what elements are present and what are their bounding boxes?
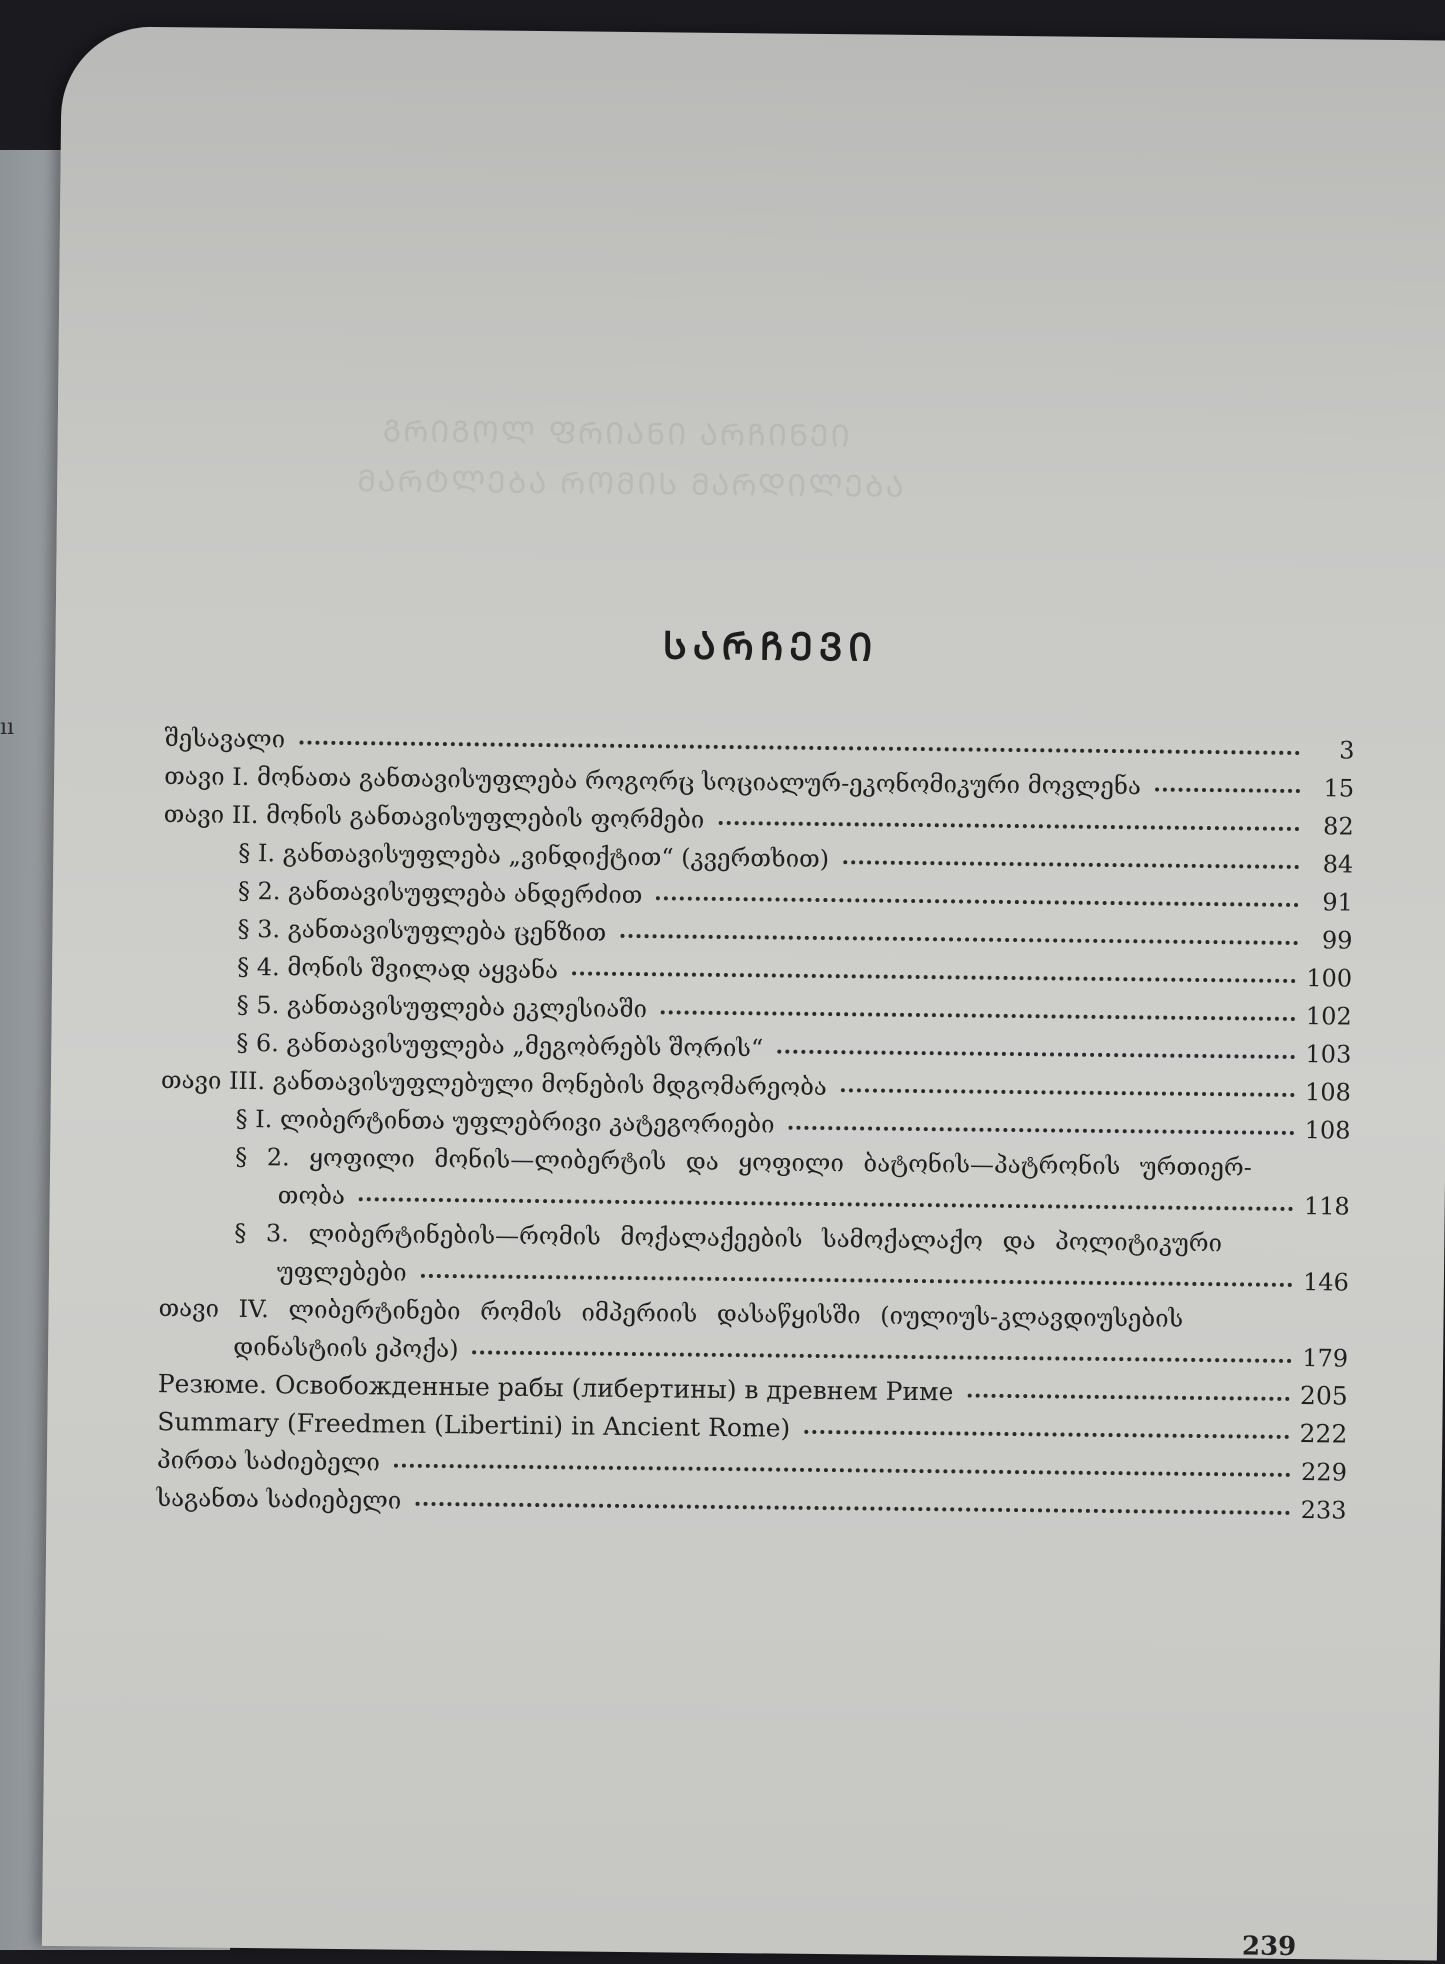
toc-entry-text: § 5. განთავისუფლება ეკლესიაში (236, 990, 648, 1024)
dot-leader (804, 1430, 1289, 1439)
toc-entry-text-continued: თობა (277, 1181, 346, 1211)
toc-entry-text: § I. განთავისუფლება „ვინდიქტით“ (კვერთხით) (238, 838, 830, 874)
toc-entry-text: § 2. ყოფილი მონის—ლიბერტის და ყოფილი ბატონის—პატრონის ურთიერ- (235, 1142, 1252, 1182)
dot-leader (359, 1197, 1294, 1211)
toc-page-number: 100 (1306, 964, 1353, 993)
toc-page-number: 222 (1299, 1419, 1348, 1449)
toc-page-number: 102 (1305, 1002, 1352, 1031)
toc-page-number: 118 (1303, 1192, 1350, 1221)
previous-page-mark: ıı (0, 715, 15, 740)
toc-entry-text: შესავალი (164, 724, 286, 754)
toc-entry-text: § I. ლიბერტინთა უფლებრივი კატეგორიები (235, 1104, 775, 1139)
dot-leader (1155, 787, 1300, 793)
toc-entry-text: თავი III. განთავისუფლებული მონების მდგომარეობა (160, 1066, 827, 1102)
toc-page-number: 91 (1322, 888, 1354, 917)
dot-leader (777, 1050, 1295, 1059)
dot-leader (718, 821, 1299, 831)
dot-leader (967, 1394, 1290, 1401)
dot-leader (661, 1010, 1296, 1021)
dot-leader (415, 1502, 1290, 1515)
toc-page-number: 3 (1339, 736, 1355, 765)
dot-leader (472, 1350, 1292, 1363)
toc-page-number: 229 (1300, 1458, 1348, 1487)
dot-leader (841, 1088, 1295, 1097)
dot-leader (421, 1274, 1293, 1287)
dot-leader (572, 971, 1296, 983)
toc-entry-text: § 4. მონის შვილად აყვანა (237, 952, 559, 985)
dot-leader (843, 860, 1299, 869)
toc-entry-text-continued: უფლებები (276, 1257, 407, 1287)
toc-page-number: 179 (1302, 1344, 1349, 1373)
toc-page-number: 82 (1322, 812, 1354, 841)
page-title: ᲡᲐᲠᲩᲔᲕᲘ (662, 623, 879, 670)
toc-entry-text: § 3. განთავისუფლება ცენზით (237, 914, 607, 947)
toc-entry-text: § 2. განთავისუფლება ანდერძით (237, 876, 643, 910)
dot-leader (620, 934, 1298, 945)
toc-entry-text: თავი IV. ლიბერტინები რომის იმპერიის დასაწყისში (იულიუს-კლავდიუსების (158, 1294, 1184, 1333)
table-of-contents (156, 714, 1354, 1524)
toc-page-number: 103 (1305, 1040, 1352, 1069)
toc-page-number: 84 (1322, 850, 1354, 879)
toc-entry-text: Summary (Freedmen (Libertini) in Ancient Rome) (157, 1407, 791, 1443)
toc-page-number: 233 (1300, 1496, 1347, 1525)
toc-page-number: 108 (1304, 1078, 1352, 1107)
toc-entry-text: Резюме. Освобожденные рабы (либертины) в древнем Риме (157, 1369, 954, 1407)
dot-leader (656, 896, 1299, 907)
toc-entry-text: საგანთა საძიებელი (156, 1484, 402, 1515)
toc-page-number: 108 (1304, 1116, 1351, 1145)
toc-page-number: 146 (1302, 1268, 1350, 1297)
toc-entry-text: § 6. განთავისუფლება „მეგობრებს შორის“ (236, 1028, 764, 1063)
toc-entry-text: თავი I. მონათა განთავისუფლება როგორც სოციალურ-ეკონომიკური მოვლენა (164, 762, 1142, 801)
toc-entry-text: თავი II. მონის განთავისუფლების ფორმები (163, 800, 705, 834)
bleed-through-text-1: ᲒᲠᲘᲒᲝᲚ ᲤᲠᲘᲐᲜᲘ ᲐᲠᲩᲘᲜᲔᲘ (382, 414, 852, 455)
toc-entry-text: პირთა საძიებელი (156, 1446, 380, 1477)
toc-entry-text: § 3. ლიბერტინების—რომის მოქალაქეების სამოქალაქო და პოლიტიკური (234, 1218, 1223, 1258)
book-page (42, 26, 1445, 1961)
dot-leader (788, 1126, 1294, 1135)
toc-page-number: 205 (1299, 1381, 1348, 1411)
dot-leader (299, 741, 1300, 755)
toc-entry-text-continued: დინასტიის ეპოქა) (233, 1332, 459, 1364)
toc-page-number: 99 (1321, 926, 1353, 955)
bleed-through-text-2: ᲛᲐᲠᲢᲚᲔᲑᲐ ᲠᲝᲛᲘᲡ ᲛᲐᲠᲓᲘᲚᲔᲑᲐ (357, 464, 907, 505)
toc-page-number: 15 (1323, 774, 1355, 803)
dot-leader (394, 1464, 1291, 1477)
page-number: 239 (1241, 1931, 1297, 1963)
